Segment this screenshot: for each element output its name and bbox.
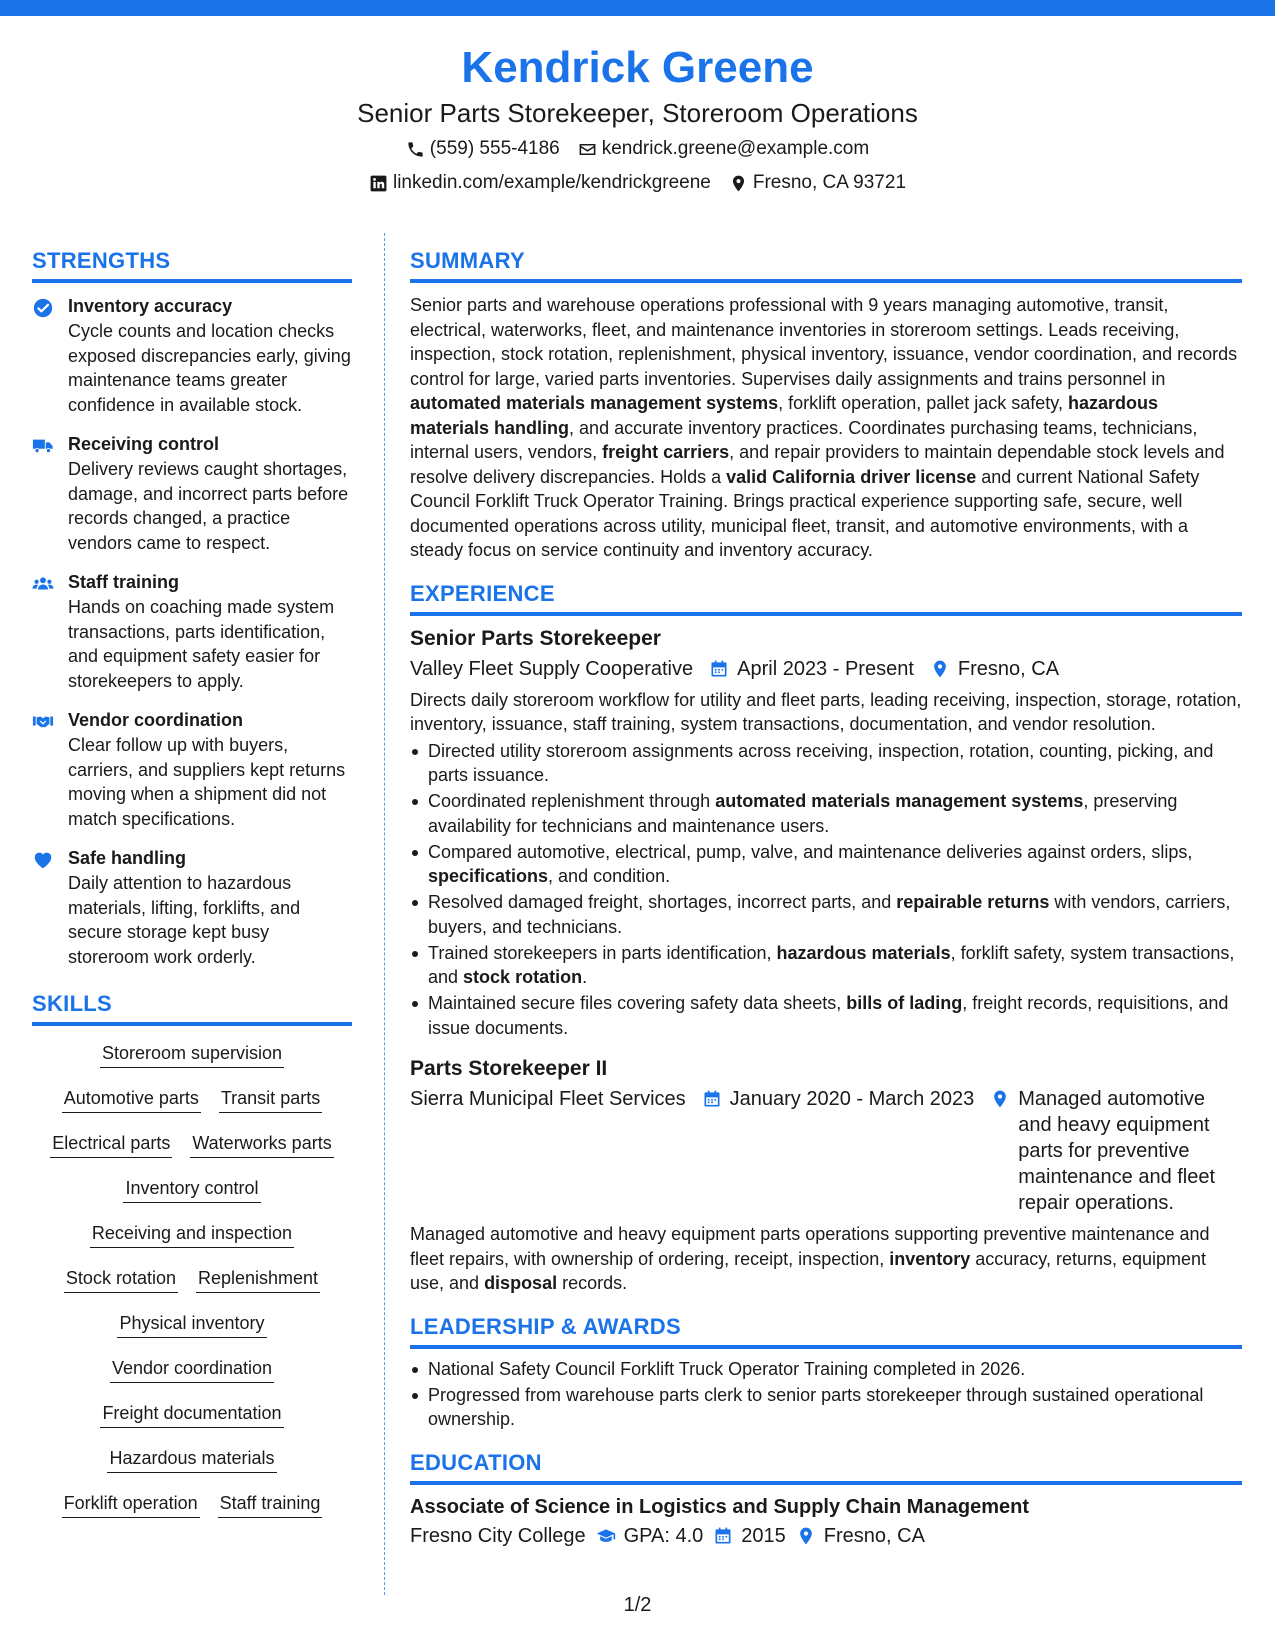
- skill-tag: Automotive parts: [62, 1086, 201, 1113]
- linkedin-icon: [369, 174, 388, 193]
- strength-text: [68, 293, 352, 417]
- job-bullets: [410, 739, 1242, 1041]
- education-school: [410, 1523, 586, 1549]
- job-bullet: Maintained secure files covering safety data sheets, bills of lading, freight records, requisitions, and issue documents.: [410, 991, 1242, 1040]
- calendar-icon: [702, 1089, 722, 1109]
- job-summary: Directs daily storeroom workflow for utility and fleet parts, leading receiving, inspection, storage, rotation, inventory, issuance, staff training, system transactions, documentation, and vendor resolution.: [410, 689, 1242, 734]
- heart-icon: [32, 849, 54, 871]
- skill-tag: Inventory control: [123, 1176, 260, 1203]
- job-location: [990, 1086, 1242, 1216]
- job-entry: [410, 1054, 1242, 1296]
- linkedin-text[interactable]: linkedin.com/example/kendrickgreene: [392, 172, 711, 193]
- envelope-icon: [578, 140, 597, 159]
- strengths-list: [32, 293, 352, 969]
- strength-title: Vendor coordination: [68, 710, 244, 730]
- skill-row: [123, 1171, 260, 1216]
- users-icon: [32, 573, 54, 595]
- job-dates-text: January 2020 - March 2023: [729, 1088, 975, 1110]
- leadership-bullets: [410, 1357, 1242, 1432]
- job-title: Senior Parts Storekeeper: [410, 626, 661, 650]
- strengths-heading: STRENGTHS: [32, 246, 352, 283]
- skill-tag: Staff training: [218, 1491, 323, 1518]
- email-contact[interactable]: [578, 134, 869, 164]
- linkedin-contact[interactable]: [369, 168, 711, 198]
- skill-row: [64, 1261, 320, 1306]
- strength-icon-wrap: [32, 431, 58, 555]
- skill-row: [107, 1441, 276, 1486]
- job-bullet: Compared automotive, electrical, pump, valve, and maintenance deliveries against orders, slips, specifications, and condition.: [410, 840, 1242, 889]
- job-dates: [709, 656, 914, 682]
- skill-row: [62, 1081, 322, 1126]
- skill-tag: Receiving and inspection: [90, 1221, 294, 1248]
- strength-title: Receiving control: [68, 434, 220, 454]
- phone-contact: [406, 134, 560, 164]
- contact-row-2: [0, 168, 1275, 198]
- skills-list: [32, 1036, 352, 1531]
- skill-row: [50, 1126, 333, 1171]
- job-dates: [702, 1086, 975, 1112]
- skill-tag: Hazardous materials: [107, 1446, 276, 1473]
- strength-title: Staff training: [68, 572, 179, 592]
- strength-text: [68, 431, 352, 555]
- job-entry: [410, 624, 1242, 1041]
- check-circle-icon: [32, 297, 54, 319]
- map-pin-icon: [729, 174, 748, 193]
- job-location: [930, 656, 1059, 682]
- skill-row: [110, 1351, 274, 1396]
- skill-tag: Stock rotation: [64, 1266, 178, 1293]
- email-text[interactable]: kendrick.greene@example.com: [601, 138, 870, 159]
- left-column: [32, 246, 352, 1531]
- education-degree: Associate of Science in Logistics and Supply Chain Management: [410, 1495, 1030, 1518]
- candidate-title: Senior Parts Storekeeper, Storeroom Operations: [357, 98, 918, 128]
- summary-paragraph: Senior parts and warehouse operations professional with 9 years managing automotive, transit, electrical, waterworks, fleet, and maintenance inventories in storeroom settings. Leads receiving, inspection, stock rotation, replenishment, physical inventory, issuance, vendor coordination, and records control for large, varied parts inventories. Supervises daily assignments and trains personnel in automated materials management systems, forklift operation, pallet jack safety, hazardous materials handling, and accurate inventory practices. Coordinates purchasing teams, technicians, internal users, vendors, freight carriers, and repair providers to maintain dependable stock levels and resolve delivery discrepancies. Holds a valid California driver license and current National Safety Council Forklift Truck Operator Training. Brings practical experience supporting safe, secure, well documented operations across utility, municipal fleet, transit, and automotive environments, with a steady focus on service continuity and inventory accuracy.: [410, 295, 1238, 560]
- map-pin-icon: [930, 659, 950, 679]
- job-dates-text: April 2023 - Present: [737, 657, 914, 680]
- location-text: Fresno, CA 93721: [752, 172, 907, 193]
- location-contact: [729, 168, 906, 198]
- skill-tag: Vendor coordination: [110, 1356, 274, 1383]
- job-bullet: Resolved damaged freight, shortages, incorrect parts, and repairable returns with vendors, carriers, buyers, and technicians.: [410, 890, 1242, 939]
- handshake-icon: [32, 711, 54, 733]
- strength-item: [32, 293, 352, 417]
- skill-tag: Replenishment: [196, 1266, 320, 1293]
- strength-item: [32, 569, 352, 693]
- candidate-name: Kendrick Greene: [461, 43, 814, 92]
- strength-text: [68, 569, 352, 693]
- contact-row-1: [0, 134, 1275, 164]
- job-bullet: Coordinated replenishment through automated materials management systems, preserving availability for technicians and maintenance users.: [410, 789, 1242, 838]
- strength-item: [32, 845, 352, 969]
- strength-item: [32, 707, 352, 831]
- strength-icon-wrap: [32, 845, 58, 969]
- education-meta: [410, 1523, 1242, 1549]
- experience-heading: EXPERIENCE: [410, 579, 1242, 616]
- skill-row: [100, 1036, 284, 1081]
- strength-icon-wrap: [32, 293, 58, 417]
- right-column: [410, 246, 1242, 1555]
- year-text: 2015: [741, 1524, 786, 1547]
- calendar-icon: [709, 659, 729, 679]
- skills-heading: SKILLS: [32, 989, 352, 1026]
- phone-icon: [406, 140, 425, 159]
- skill-row: [90, 1216, 294, 1261]
- education-location: [796, 1523, 925, 1549]
- strength-item: [32, 431, 352, 555]
- page-number: 1/2: [623, 1594, 652, 1616]
- map-pin-icon: [796, 1526, 816, 1546]
- strength-description: Clear follow up with buyers, carriers, and suppliers kept returns moving when a shipment did not match specifications.: [68, 735, 346, 829]
- skill-tag: Physical inventory: [117, 1311, 266, 1338]
- phone-text: (559) 555-4186: [429, 138, 560, 159]
- strength-text: [68, 845, 352, 969]
- strength-icon-wrap: [32, 707, 58, 831]
- strength-text: [68, 707, 352, 831]
- job-company: Valley Fleet Supply Cooperative: [410, 657, 694, 680]
- education-gpa: [596, 1523, 704, 1549]
- job-meta: [410, 656, 1242, 682]
- top-accent-bar: [0, 0, 1275, 16]
- job-bullet: Directed utility storeroom assignments across receiving, inspection, rotation, counting, picking, and parts issuance.: [410, 739, 1242, 788]
- job-title: Parts Storekeeper II: [410, 1057, 608, 1080]
- skill-tag: Storeroom supervision: [100, 1041, 284, 1068]
- school-text: Fresno City College: [410, 1524, 586, 1547]
- truck-icon: [32, 435, 54, 457]
- skill-tag: Transit parts: [219, 1086, 322, 1113]
- skill-tag: Freight documentation: [100, 1401, 283, 1428]
- leadership-bullet: Progressed from warehouse parts clerk to senior parts storekeeper through sustained operational ownership.: [410, 1383, 1242, 1432]
- strength-icon-wrap: [32, 569, 58, 693]
- gpa-text: GPA: 4.0: [623, 1524, 704, 1547]
- map-pin-icon: [990, 1089, 1010, 1109]
- skill-row: [117, 1306, 266, 1351]
- strength-description: Hands on coaching made system transactions, parts identification, and equipment safety easier for storekeepers to apply.: [68, 597, 335, 691]
- strength-title: Inventory accuracy: [68, 296, 233, 316]
- education-heading: EDUCATION: [410, 1448, 1242, 1485]
- strength-description: Cycle counts and location checks exposed discrepancies early, giving maintenance teams greater confidence in available stock.: [68, 321, 351, 415]
- job-bullet: Trained storekeepers in parts identification, hazardous materials, forklift safety, system transactions, and stock rotation.: [410, 941, 1242, 990]
- skill-tag: Forklift operation: [62, 1491, 200, 1518]
- job-summary: Managed automotive and heavy equipment parts operations supporting preventive maintenance and fleet repairs, with ownership of ordering, receipt, inspection, inventory accuracy, returns, equipment use, and disposal records.: [410, 1224, 1210, 1293]
- leadership-heading: LEADERSHIP & AWARDS: [410, 1312, 1242, 1349]
- calendar-icon: [713, 1526, 733, 1546]
- skill-row: [100, 1396, 283, 1441]
- skill-row: [62, 1486, 323, 1531]
- job-meta: [410, 1086, 1242, 1216]
- summary-heading: SUMMARY: [410, 246, 1242, 283]
- job-location-text: Managed automotive and heavy equipment parts for preventive maintenance and fleet repair operations.: [1018, 1088, 1216, 1214]
- strength-title: Safe handling: [68, 848, 187, 868]
- resume-header: [0, 40, 1275, 198]
- education-year: [713, 1523, 786, 1549]
- strength-description: Delivery reviews caught shortages, damage, and incorrect parts before records changed, a practice vendors came to respect.: [68, 459, 349, 553]
- leadership-bullet: National Safety Council Forklift Truck Operator Training completed in 2026.: [410, 1357, 1242, 1382]
- experience-list: [410, 624, 1242, 1296]
- education-location-text: Fresno, CA: [823, 1524, 925, 1547]
- skill-tag: Electrical parts: [50, 1131, 172, 1158]
- strength-description: Daily attention to hazardous materials, lifting, forklifts, and secure storage kept busy storeroom work orderly.: [68, 873, 301, 967]
- job-company: Sierra Municipal Fleet Services: [410, 1088, 686, 1110]
- skill-tag: Waterworks parts: [190, 1131, 333, 1158]
- graduation-cap-icon: [596, 1526, 616, 1546]
- column-divider: [384, 233, 385, 1595]
- job-location-text: Fresno, CA: [957, 657, 1060, 680]
